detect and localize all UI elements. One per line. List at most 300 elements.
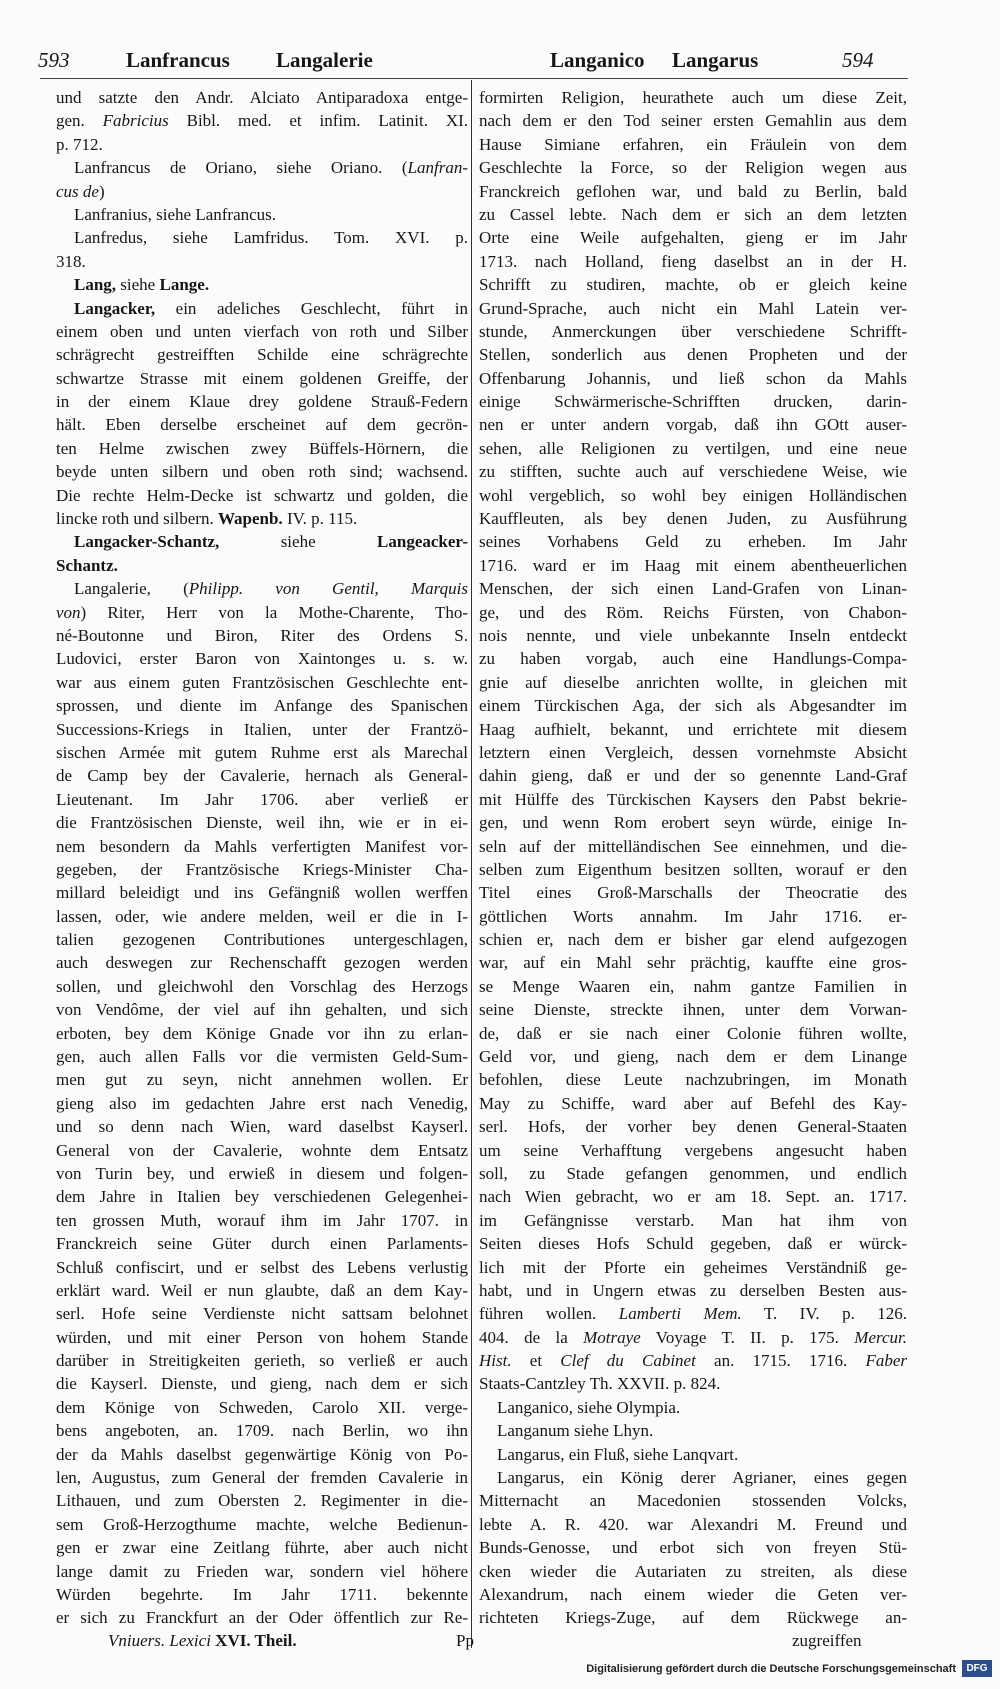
text-line [479, 367, 907, 390]
text-segment: Alexandrum, nach einem wieder die Geten ver- [479, 1585, 907, 1604]
text-segment: Geschlechte la Force, so der Religion wegen aus [479, 158, 907, 178]
text-segment: Offenbarung Johannis, und ließ schon da Mahls [479, 368, 907, 388]
text-line [56, 905, 468, 928]
text-segment: letztern einen Vergleich, dessen vornehmste Absicht [479, 742, 907, 762]
text-line [479, 577, 907, 600]
text-segment: Grund-Sprache, auch nicht ein Mahl Latein ver- [479, 298, 907, 318]
text-segment: ) Riter, Herr von la Mothe-Charente, Tho- [80, 602, 468, 622]
text-segment: 404. de la [479, 1327, 584, 1347]
text-line [56, 273, 468, 296]
text-line [56, 1372, 468, 1395]
text-line [56, 647, 468, 670]
text-segment: Stellen, sonderlich aus denen Propheten und der [479, 345, 907, 365]
text-segment: gnie auf dieselbe anrichten wollte, in gleichen mit [479, 672, 907, 692]
text-line [479, 1349, 907, 1372]
text-segment: Lanfrancus de Oriano, siehe Oriano. ( [74, 158, 408, 178]
text-line [56, 998, 468, 1021]
text-line [479, 1606, 907, 1629]
text-segment: siehe [116, 275, 160, 295]
text-segment: habt, und in Ungern etwas zu derselben Besten aus- [479, 1280, 907, 1300]
text-line [56, 718, 468, 741]
text-line [56, 601, 468, 624]
text-segment: General von der Cavalerie, wohnte dem Entsatz [56, 1140, 468, 1160]
headword-text: Wapenb. [217, 509, 283, 529]
text-segment: IV. p. 115. [282, 509, 358, 529]
text-line [479, 788, 907, 811]
text-line [56, 297, 468, 320]
text-segment: Kauffleuten, als bey denen Juden, zu Ausführung [479, 509, 907, 529]
text-line [56, 1443, 468, 1466]
text-line [56, 1185, 468, 1208]
text-segment: gen er zwar eine Zeitlang führte, aber auch nicht [56, 1538, 468, 1558]
text-line [56, 413, 468, 436]
text-segment: nen er unter andern vorgab, daß ihn GOtt auser- [479, 415, 907, 435]
right-column [479, 86, 907, 1630]
text-line [479, 858, 907, 881]
text-line [479, 1326, 907, 1349]
text-line [56, 1560, 468, 1583]
text-segment: Schluß confiscirt, und er selbst des Lebens verlustig [56, 1257, 468, 1277]
text-segment: ten Helme zwischen zwey Büffels-Hörnern, die [56, 438, 468, 458]
text-line [56, 390, 468, 413]
italic-text: Hist. [479, 1351, 512, 1371]
text-line [479, 1185, 907, 1208]
text-line [56, 671, 468, 694]
text-line [56, 133, 468, 156]
text-segment: dem Jahre in Italien bey verschiedenen Gelegenhei- [56, 1187, 468, 1207]
text-segment: sischen Armée mit gutem Ruhme erst als Marechal [56, 742, 468, 762]
text-segment: Successions-Kriegs in Italien, unter der Frantzö- [56, 719, 468, 739]
text-line [56, 343, 468, 366]
text-line [479, 484, 907, 507]
text-line [479, 1466, 907, 1489]
text-line [56, 624, 468, 647]
text-segment: sprossen, und diente im Anfange des Spanischen [56, 696, 468, 716]
text-line [56, 484, 468, 507]
text-segment: millard beleidigt und ins Gefängniß wollen werffen [56, 883, 468, 903]
text-line [479, 928, 907, 951]
text-line [479, 881, 907, 904]
text-segment: gegeben, der Frantzösische Kriegs-Minister Cha- [56, 859, 468, 879]
text-segment: sem Groß-Herzogthume machte, welche Bedienun- [56, 1514, 468, 1534]
text-line [479, 1068, 907, 1091]
text-segment: Lieutenant. Im Jahr 1706. aber verließ er [56, 789, 468, 809]
text-segment: die Frantzösischen Dienste, weil ihn, wie er in ei- [56, 813, 468, 833]
text-segment: göttlichen Worts annahm. Im Jahr 1716. er- [479, 906, 907, 926]
text-segment: war, auf ein Mahl sehr prächtig, kauffte eine gros- [479, 953, 907, 973]
text-line [56, 86, 468, 109]
text-segment: sollen, und gleichwohl den Vorschlag des Herzogs [56, 976, 468, 996]
right-running-head-2: Langarus [672, 48, 759, 72]
text-line [479, 905, 907, 928]
italic-text: Clef du Cabinet [560, 1351, 696, 1371]
text-line [56, 109, 468, 132]
headword-text: Langacker, [74, 298, 156, 318]
text-segment: de Camp bey der Cavalerie, hernach als General- [56, 766, 468, 786]
text-segment: lassen, oder, wie andere melden, weil er die in I- [56, 906, 468, 926]
left-column [56, 86, 468, 1630]
text-line [479, 647, 907, 670]
text-segment: seines Vorhabens Geld zu erheben. Im Jahr [479, 532, 907, 552]
digitization-credit: Digitalisierung gefördert durch die Deutsche Forschungsgemeinschaft [586, 1663, 956, 1675]
text-segment: né-Boutonne und Biron, Riter des Ordens S. [56, 625, 468, 645]
text-segment: lincke roth und silbern. [56, 509, 218, 529]
text-line [56, 788, 468, 811]
text-line [479, 1489, 907, 1512]
text-line [479, 413, 907, 436]
text-segment: Schrifft zu studiren, machte, ob er gleich keine [479, 275, 907, 295]
text-line [56, 1139, 468, 1162]
text-line [56, 156, 468, 179]
text-segment: befohlen, diese Leute nachzubringen, im Monath [479, 1070, 907, 1090]
text-segment: selben zum Eigenthum besitzen sollten, worauf er den [479, 859, 907, 879]
column-divider [471, 80, 472, 1648]
text-segment: erklärt ward. Weil er nun glaubte, daß an dem Kay- [56, 1280, 468, 1300]
text-line [479, 1536, 907, 1559]
text-segment: len, Augustus, zum General der fremden Cavalerie in [56, 1468, 468, 1488]
text-segment: führen wollen. [479, 1304, 619, 1324]
text-line [479, 694, 907, 717]
text-line [56, 1068, 468, 1091]
text-segment: p. 712. [56, 134, 103, 154]
text-line [56, 1256, 468, 1279]
text-segment: gen, auch allen Falls vor die vermisten Geld-Sum- [56, 1047, 468, 1067]
text-segment: 318. [56, 251, 86, 271]
text-segment: talien gezogenen Contributiones untergeschlagen, [56, 930, 468, 950]
text-segment: serl. Hofs, der vorher bey denen General-Staaten [479, 1117, 907, 1137]
text-line [56, 1466, 468, 1489]
text-segment: T. IV. p. 126. [741, 1304, 907, 1324]
headword-text: Schantz. [56, 555, 118, 575]
text-segment: einem oben und unten vierfach von roth und Silber [56, 321, 468, 341]
text-line [479, 764, 907, 787]
text-line [56, 460, 468, 483]
text-segment: einem Türckischen Aga, der sich als Abgesandter im [479, 696, 907, 716]
volume-footer [108, 1630, 297, 1652]
text-line [56, 1419, 468, 1442]
text-line [479, 1583, 907, 1606]
text-line [56, 858, 468, 881]
text-segment: formirten Religion, heurathete auch um diese Zeit, [479, 88, 907, 107]
text-line [479, 1396, 907, 1419]
text-line [56, 975, 468, 998]
text-line [479, 133, 907, 156]
text-segment: er sich zu Franckfurt an der Oder öffentlich zur Re- [56, 1608, 468, 1628]
text-segment: gen. [56, 111, 103, 131]
text-segment: nach Wien gebracht, wo er am 18. Sept. an. 1717. [479, 1187, 907, 1207]
text-line [479, 530, 907, 553]
italic-text: Fabricius [102, 111, 169, 131]
text-segment: seln auf der mittelländischen See einnehmen, und die- [479, 836, 907, 856]
text-segment: dahin gieng, daß er und der so genennte Land-Graf [479, 766, 907, 786]
text-segment: se Menge Waaren ein, nahm gantze Familien in [479, 976, 907, 996]
header-rule [40, 78, 908, 79]
text-line [479, 554, 907, 577]
text-segment: Menschen, der sich einen Land-Grafen von Linan- [479, 579, 907, 599]
text-line [56, 1349, 468, 1372]
text-segment: und so denn nach Wien, ward daselbst Kayserl. [56, 1117, 468, 1137]
dfg-logo-icon: DFG [962, 1660, 992, 1677]
text-line [56, 1536, 468, 1559]
text-line [479, 1302, 907, 1325]
text-line [479, 1419, 907, 1442]
text-segment: dem Könige von Schweden, Carolo XII. verge- [56, 1397, 468, 1417]
text-segment: von Turin bey, und erwieß in diesem und folgen- [56, 1163, 468, 1183]
text-segment: schwartze Strasse mit einem goldenen Greiffe, der [56, 368, 468, 388]
italic-text: Faber [865, 1351, 907, 1371]
text-line [479, 460, 907, 483]
text-segment: im Gefängnisse verstarb. Man hat ihm von [479, 1210, 907, 1230]
text-segment: Geld vor, und gieng, nach dem er dem Linange [479, 1047, 907, 1067]
text-segment: Langarus, ein Fluß, siehe Lanqvart. [497, 1444, 739, 1464]
text-segment: mit Hülffe des Türckischen Kaysers den Pabst bekrie- [479, 789, 907, 809]
text-segment: Würden begehrte. Im Jahr 1711. bekennte [56, 1585, 468, 1604]
text-segment: die Kayserl. Dienste, und gieng, nach dem er sich [56, 1374, 468, 1394]
text-line [56, 530, 468, 553]
right-running-head-1: Langanico [550, 48, 645, 72]
text-segment: de, daß er sie nach einer Colonie führen wollte, [479, 1023, 907, 1043]
text-line [479, 180, 907, 203]
text-segment: Seiten dieses Hofs Schuld gegeben, daß er würck- [479, 1234, 907, 1254]
text-segment: soll, zu Stade gefangen genommen, und endlich [479, 1163, 907, 1183]
text-segment: hält. Eben derselbe erscheinet auf dem gecrön- [56, 415, 468, 435]
text-segment: 1716. ward er im Haag mit einem abentheuerlichen [479, 555, 907, 575]
left-page-number: 593 [38, 48, 70, 72]
italic-text: Motraye [583, 1327, 641, 1347]
text-line [479, 343, 907, 366]
text-line [56, 741, 468, 764]
text-segment: stunde, Anmerckungen über verschiedene Schrifft- [479, 321, 907, 341]
text-segment: richteten Kriegs-Zuge, auf dem Rückwege an- [479, 1608, 907, 1628]
text-segment: Die rechte Helm-Decke ist schwartz und golden, die [56, 485, 468, 505]
headword-text: Lange. [159, 275, 210, 295]
text-line [479, 1115, 907, 1138]
text-line [56, 1232, 468, 1255]
text-line [479, 1139, 907, 1162]
text-segment: lebte A. R. 420. war Alexandri M. Freund und [479, 1514, 907, 1534]
text-segment: Langanico, siehe Olympia. [497, 1397, 681, 1417]
text-line [56, 577, 468, 600]
text-line [479, 835, 907, 858]
text-line [56, 1022, 468, 1045]
italic-text: cus de [56, 181, 99, 201]
text-line [56, 881, 468, 904]
text-line [479, 671, 907, 694]
text-segment: nach dem er den Tod seiner ersten Gemahlin aus dem [479, 111, 907, 131]
text-segment: May zu Schiffe, ward aber auf Befehl des Kay- [479, 1093, 907, 1113]
left-running-head-1: Lanfrancus [126, 48, 230, 72]
text-line [479, 998, 907, 1021]
text-segment: nois nennte, und viele unbekannte Inseln entdeckt [479, 625, 907, 645]
text-segment: schrägrecht gestreifften Schilde eine schrägrechte [56, 345, 468, 365]
text-line [479, 109, 907, 132]
italic-text: Lamberti Mem. [618, 1304, 742, 1324]
text-segment: Franckreich seine Güter durch einen Parlaments- [56, 1234, 468, 1254]
text-segment: men gut zu seyn, nicht annehmen wollen. Er [56, 1070, 468, 1090]
text-line [56, 1279, 468, 1302]
text-line [479, 811, 907, 834]
left-running-head-2: Langalerie [276, 48, 373, 72]
italic-text: Mercur. [854, 1327, 907, 1347]
headword-text: Langacker-Schantz, [74, 532, 220, 552]
text-segment: ten grossen Muth, worauf ihm im Jahr 1707. in [56, 1210, 468, 1230]
volume-part: XVI. Theil. [210, 1631, 297, 1650]
text-segment: Titel eines Groß-Marschalls der Theocratie des [479, 883, 907, 903]
text-segment: cken wieder die Autariaten zu streiten, als diese [479, 1561, 907, 1581]
text-segment: sehen, alle Religionen zu vertilgen, und eine neue [479, 438, 907, 458]
text-segment: um seine Verhafftung vergebens angesucht haben [479, 1140, 907, 1160]
text-line [479, 1232, 907, 1255]
text-segment: siehe [219, 532, 378, 552]
text-line [479, 1560, 907, 1583]
text-segment: Hause Simiane erfahren, ein Fräulein von dem [479, 134, 907, 154]
text-segment: gen, und wenn Rom erobert seyn würde, einige In- [479, 813, 907, 833]
text-segment: ge, und des Röm. Reichs Fürsten, von Chabon- [479, 602, 907, 622]
text-segment: und satzte den Andr. Alciato Antiparadoxa entge- [56, 88, 468, 107]
text-segment: Lanfredus, siehe Lamfridus. Tom. XVI. p. [74, 228, 468, 248]
text-line [56, 203, 468, 226]
text-segment: et [511, 1351, 561, 1371]
text-segment: darüber in Streitigkeiten gerieth, so verließ er auch [56, 1351, 468, 1371]
text-line [56, 764, 468, 787]
text-line [479, 1513, 907, 1536]
text-line [56, 835, 468, 858]
text-segment: Lithauen, und zum Obersten 2. Regimenter in die- [56, 1491, 468, 1511]
text-line [56, 1162, 468, 1185]
text-line [56, 1489, 468, 1512]
text-segment: serl. Hofe seine Verdienste nicht sattsam belohnet [56, 1304, 468, 1324]
text-segment: Franckreich geflohen war, und bald zu Berlin, bald [479, 181, 907, 201]
text-segment: lange damit zu Frieden war, sondern viel höhere [56, 1561, 468, 1581]
text-segment: Mitternacht an Macedonien stossenden Volcks, [479, 1491, 907, 1511]
text-segment: wohl vergeblich, so wohl bey einigen Holländischen [479, 485, 907, 505]
text-line [56, 811, 468, 834]
text-segment: 1713. nach Holland, fieng daselbst an in der H. [479, 251, 907, 271]
text-segment: zu stifften, suchte auch auf verschiedene Weise, wie [479, 462, 907, 482]
right-page-number: 594 [842, 48, 874, 72]
text-segment: nem besondern da Mahls verfertigten Manifest vor- [56, 836, 468, 856]
text-segment: war aus einem guten Frantzösischen Geschlechte ent- [56, 672, 468, 692]
text-line [56, 1092, 468, 1115]
italic-text: Philipp. von Gentil, Marquis [188, 579, 468, 599]
text-line [479, 718, 907, 741]
text-segment: Haag aufhielt, bekannt, und errichtete mit diesem [479, 719, 907, 739]
volume-title: Vniuers. Lexici [108, 1631, 211, 1650]
text-line [56, 1209, 468, 1232]
text-segment: zu haben vorgab, auch eine Handlungs-Compa- [479, 649, 907, 669]
text-line [479, 1372, 907, 1395]
text-line [479, 1092, 907, 1115]
text-segment: würden, und mit einer Person von hohem Stande [56, 1327, 468, 1347]
text-line [479, 297, 907, 320]
text-segment: Langarus, ein König derer Agrianer, eines gegen [497, 1468, 907, 1488]
text-segment: bens angeboten, an. 1709. nach Berlin, wo ihn [56, 1421, 468, 1441]
headword-text: Lang, [74, 275, 117, 295]
text-segment: der da Mahls daselbst gegenwärtige König von Po- [56, 1444, 468, 1464]
text-line [56, 226, 468, 249]
text-line [56, 1302, 468, 1325]
text-segment: von Vendôme, der viel auf ihn gehalten, und sich [56, 1000, 468, 1020]
text-line [56, 320, 468, 343]
text-line [479, 390, 907, 413]
text-line [479, 437, 907, 460]
text-line [56, 554, 468, 577]
text-line [479, 226, 907, 249]
text-line [479, 203, 907, 226]
text-segment: seine Dienste, streckte ihnen, unter dem Vorwan- [479, 1000, 907, 1020]
italic-text: von [56, 602, 81, 622]
text-line [479, 1045, 907, 1068]
text-line [56, 180, 468, 203]
text-line [479, 156, 907, 179]
text-segment: Langalerie, ( [74, 579, 189, 599]
text-segment: an. 1715. 1716. [695, 1351, 866, 1371]
text-segment: erboten, bey dem Könige Gnade vor ihn zu erlan- [56, 1023, 468, 1043]
text-line [479, 1162, 907, 1185]
text-segment: Bibl. med. et infim. Latinit. XI. [168, 111, 468, 131]
text-segment: schien er, nach dem er bisher gar elend aufgezogen [479, 930, 907, 950]
text-line [56, 437, 468, 460]
text-line [56, 367, 468, 390]
text-line [56, 1583, 468, 1606]
text-line [56, 1606, 468, 1629]
text-segment: Bunds-Genosse, und erbot sich von freyen Stü- [479, 1538, 907, 1558]
text-segment: Langanum siehe Lhyn. [497, 1421, 654, 1441]
text-line [56, 694, 468, 717]
text-line [479, 273, 907, 296]
text-segment: gieng also im gedachten Jahre erst nach Venedig, [56, 1093, 468, 1113]
text-line [56, 928, 468, 951]
text-segment: auch deswegen zur Rechenschafft gezogen werden [56, 953, 468, 973]
text-segment: Voyage T. II. p. 175. [640, 1327, 855, 1347]
text-segment: Staats-Cantzley Th. XXVII. p. 824. [479, 1374, 721, 1394]
text-segment: Ludovici, erster Baron von Xaintonges u. s. w. [56, 649, 468, 669]
text-line [56, 507, 468, 530]
text-line [479, 1022, 907, 1045]
text-line [479, 601, 907, 624]
text-line [479, 507, 907, 530]
text-segment: in der einem Klaue drey goldene Strauß-Federn [56, 392, 468, 412]
text-segment: ) [98, 181, 105, 201]
text-line [479, 1256, 907, 1279]
text-line [479, 975, 907, 998]
text-line [479, 951, 907, 974]
text-line [56, 1045, 468, 1068]
text-line [479, 741, 907, 764]
text-line [56, 1396, 468, 1419]
text-line [479, 1443, 907, 1466]
text-segment: ein adeliches Geschlecht, führt in [155, 298, 468, 318]
text-line [479, 86, 907, 109]
text-line [479, 320, 907, 343]
text-line [56, 1513, 468, 1536]
text-segment: Orte eine Weile aufgehalten, gieng er im Jahr [479, 228, 907, 248]
headword-text: Langeacker- [377, 532, 468, 552]
text-segment: einige Schwärmerische-Schrifften drucken, darin- [479, 392, 907, 412]
text-line [56, 250, 468, 273]
text-segment: lich mit der Pforte ein geheimes Verständniß ge- [479, 1257, 907, 1277]
text-line [479, 1279, 907, 1302]
text-line [479, 1209, 907, 1232]
text-segment: beyde unten silbern und oben roth sind; wachsend. [56, 462, 468, 482]
catchword: zugreiffen [792, 1631, 862, 1650]
text-line [56, 1326, 468, 1349]
text-segment: zu Cassel lebte. Nach dem er sich an dem letzten [479, 204, 907, 224]
text-segment: Lanfranius, siehe Lanfrancus. [74, 204, 277, 224]
text-line [56, 1115, 468, 1138]
text-line [56, 951, 468, 974]
text-line [479, 250, 907, 273]
